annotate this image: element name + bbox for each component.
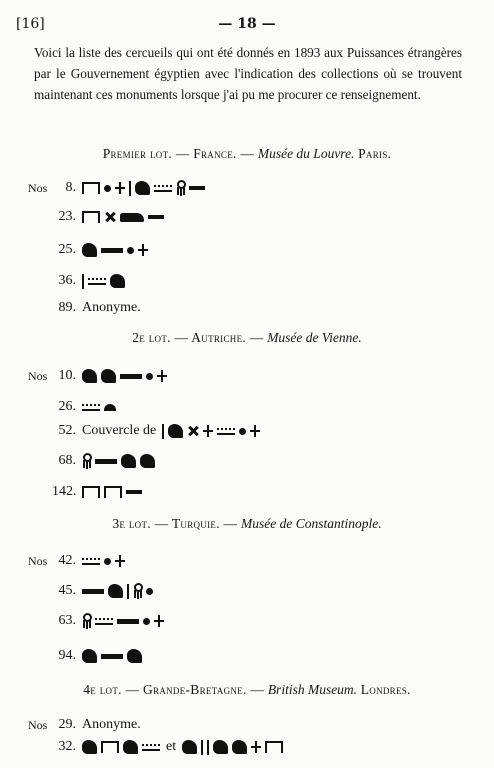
coffin-number: 89.: [58, 300, 76, 315]
coffin-entry: [28, 206, 168, 228]
hieroglyph-wave-icon: [82, 558, 100, 565]
hieroglyph-wave-icon: [82, 404, 100, 411]
number-prefix: Nos: [28, 368, 48, 383]
lot-country: 3e lot. — Turquie. —: [112, 516, 242, 531]
hieroglyph-name: [82, 180, 209, 196]
coffin-entry: [28, 714, 147, 736]
hieroglyph-barL-icon: [101, 654, 123, 659]
hieroglyph-name: [82, 274, 129, 289]
hieroglyph-bird-icon: [140, 454, 155, 468]
hieroglyph-bird-icon: [82, 740, 97, 754]
hieroglyph-ankh-icon: [82, 613, 91, 629]
hieroglyph-name: [82, 243, 152, 257]
number-prefix: Nos: [28, 717, 48, 732]
hieroglyph-dot-icon: [146, 373, 153, 380]
hieroglyph-bird-icon: [123, 740, 138, 754]
hieroglyph-plus-icon: [203, 425, 213, 437]
hieroglyph-name: [82, 486, 146, 498]
page-number: — 18 —: [218, 16, 276, 32]
hieroglyph-bird-icon: [108, 584, 123, 598]
hieroglyph-name: [82, 613, 168, 629]
entry-text: Couvercle de: [82, 423, 157, 438]
hieroglyph-bird-icon: [82, 369, 97, 383]
page-reference: [16]: [16, 16, 45, 32]
coffin-number: 26.: [58, 399, 76, 414]
hieroglyph-name: [82, 369, 171, 383]
hieroglyph-barL-icon: [82, 589, 104, 594]
coffin-number: 142.: [52, 484, 77, 499]
entry-text: Anonyme.: [82, 300, 141, 315]
hieroglyph-box-icon: [82, 486, 100, 498]
hieroglyph-dot-icon: [104, 185, 111, 192]
hieroglyph-stick-icon: [129, 181, 131, 196]
hieroglyph-plus-icon: [115, 182, 125, 194]
hieroglyph-bird-icon: [135, 181, 150, 195]
coffin-number: 63.: [58, 613, 76, 628]
hieroglyph-name: [82, 404, 120, 411]
hieroglyph-plus-icon: [138, 244, 148, 256]
lot-country: 2e lot. — Autriche. —: [132, 330, 268, 345]
number-prefix: Nos: [28, 553, 48, 568]
intro-paragraph: Voici la liste des cercueils qui ont été donnés en 1893 aux Puissances étrangères par le Gouvernement égyptien avec l'indication des collections où se trouvent maintenant ces monuments lorsque j'ai pu me procurer ce renseignement.: [34, 45, 462, 102]
lot-heading: [0, 682, 494, 698]
coffin-entry: [28, 177, 209, 199]
hieroglyph-stick-icon: [82, 274, 84, 289]
coffin-entry: [28, 550, 129, 572]
hieroglyph-bird-icon: [121, 454, 136, 468]
hieroglyph-dot-icon: [127, 247, 134, 254]
hieroglyph-lion-icon: [120, 213, 144, 222]
hieroglyph-box-icon: [265, 741, 283, 753]
hieroglyph-dot-icon: [146, 588, 153, 595]
hieroglyph-barL-icon: [117, 619, 139, 624]
lot-country: Premier lot. — France. —: [102, 146, 258, 161]
coffin-entry: [28, 239, 152, 261]
hieroglyph-stick-icon: [127, 584, 129, 599]
coffin-entry: [28, 645, 146, 667]
hieroglyph-dot-icon: [143, 618, 150, 625]
hieroglyph-plus-icon: [250, 425, 260, 437]
hieroglyph-stick-icon: [207, 740, 209, 755]
coffin-number: 25.: [58, 242, 76, 257]
hieroglyph-wave-icon: [154, 185, 172, 192]
lot-museum: Musée du Louvre.: [257, 146, 355, 161]
hieroglyph-box-icon: [101, 741, 119, 753]
hieroglyph-bird-icon: [110, 274, 125, 288]
coffin-entry: [28, 365, 171, 387]
lot-museum: Musée de Constantinople.: [241, 516, 382, 531]
hieroglyph-barL-icon: [95, 459, 117, 464]
hieroglyph-bar-icon: [126, 490, 142, 494]
hieroglyph-name: [82, 555, 129, 567]
coffin-number: 42.: [58, 553, 76, 568]
coffin-number: 94.: [58, 648, 76, 663]
hieroglyph-wave-icon: [95, 618, 113, 625]
hieroglyph-plus-icon: [157, 370, 167, 382]
hieroglyph-stick-icon: [201, 740, 203, 755]
hieroglyph-bar-icon: [189, 186, 205, 190]
hieroglyph-ankh-icon: [133, 583, 142, 599]
lot-heading: [0, 516, 494, 532]
lot-heading: [0, 146, 494, 162]
hieroglyph-cross-icon: [104, 211, 116, 223]
hieroglyph-box-icon: [82, 211, 100, 223]
number-prefix: Nos: [28, 180, 48, 195]
coffin-entry: [28, 580, 157, 602]
coffin-number: 32.: [58, 739, 76, 754]
hieroglyph-bird-icon: [82, 649, 97, 663]
hieroglyph-bird-icon: [127, 649, 142, 663]
coffin-number: 36.: [58, 273, 76, 288]
hieroglyph-cross-icon: [187, 425, 199, 437]
hieroglyph-name: [82, 739, 287, 755]
hieroglyph-plus-icon: [115, 555, 125, 567]
hieroglyph-box-icon: [82, 182, 100, 194]
coffin-entry: [28, 297, 147, 319]
hieroglyph-box-icon: [104, 486, 122, 498]
lot-city: Paris.: [354, 146, 392, 161]
hieroglyph-wave-icon: [217, 428, 235, 435]
lot-museum: Musée de Vienne.: [267, 330, 362, 345]
coffin-entry: [28, 610, 168, 632]
entry-text: Anonyme.: [82, 717, 141, 732]
lot-country: 4e lot. — Grande-Bretagne. —: [83, 682, 268, 697]
lot-city: Londres.: [357, 682, 411, 697]
hieroglyph-stick-icon: [162, 424, 164, 439]
hieroglyph-name: [82, 583, 157, 599]
hieroglyph-barL-icon: [101, 248, 123, 253]
hieroglyph-ankh-icon: [82, 453, 91, 469]
coffin-entry: [28, 450, 159, 472]
hieroglyph-bird-icon: [182, 740, 197, 754]
page-header: [16, 16, 478, 36]
hieroglyph-name: [162, 424, 264, 439]
hieroglyph-name: [82, 453, 159, 469]
hieroglyph-plus-icon: [251, 741, 261, 753]
coffin-entry: [28, 396, 120, 418]
hieroglyph-name: [82, 211, 168, 223]
hieroglyph-bird-icon: [101, 369, 116, 383]
coffin-number: 29.: [58, 717, 76, 732]
hieroglyph-bird-icon: [232, 740, 247, 754]
coffin-entry: [28, 270, 129, 292]
hieroglyph-bird-icon: [213, 740, 228, 754]
hieroglyph-bird-icon: [82, 243, 97, 257]
coffin-entry: [28, 481, 146, 503]
coffin-number: 68.: [58, 453, 76, 468]
coffin-number: 23.: [58, 209, 76, 224]
coffin-number: 45.: [58, 583, 76, 598]
lot-museum: British Museum.: [267, 682, 358, 697]
coffin-number: 10.: [58, 368, 76, 383]
lot-heading: [0, 330, 494, 346]
conjunction-text: et: [166, 739, 177, 754]
hieroglyph-plus-icon: [154, 615, 164, 627]
coffin-number: 8.: [65, 180, 76, 195]
hieroglyph-wave-icon: [142, 744, 160, 751]
hieroglyph-wave-icon: [88, 278, 106, 285]
hieroglyph-bar-icon: [148, 215, 164, 219]
hieroglyph-ankh-icon: [176, 180, 185, 196]
coffin-number: 52.: [58, 423, 76, 438]
hieroglyph-dot-icon: [104, 558, 111, 565]
hieroglyph-barL-icon: [120, 374, 142, 379]
hieroglyph-loaf-icon: [104, 404, 116, 411]
coffin-entry: [28, 420, 264, 442]
hieroglyph-name: [82, 649, 146, 663]
coffin-entry: [28, 736, 287, 758]
hieroglyph-bird-icon: [168, 424, 183, 438]
hieroglyph-dot-icon: [239, 428, 246, 435]
